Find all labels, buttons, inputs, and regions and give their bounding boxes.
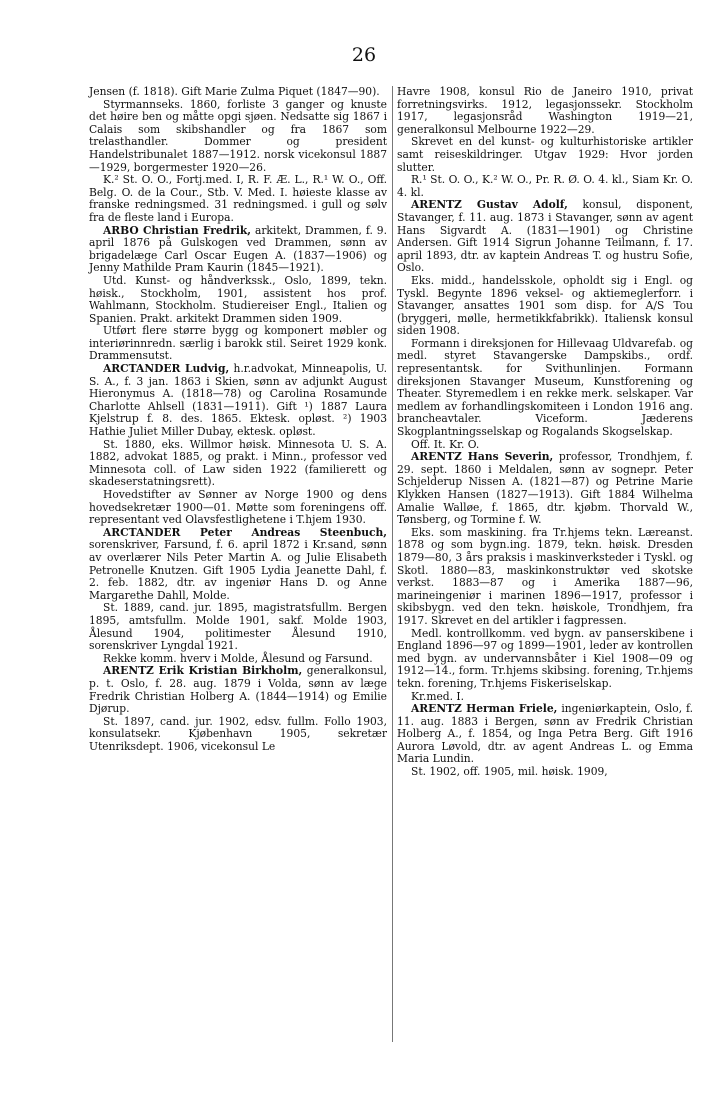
entry-paragraph <box>397 199 693 275</box>
entry-text: Eks. som maskining. fra Tr.hjems tekn. Læreanst. 1878 og som bygn.ing. 1879, tekn. høisk. Dresden 1879—80, 3 års praksis i maskinverksteder i Tyskl. og Skotl. 1880—83, maskinkonstruktør ved skotske verkst. 1883—87 og i Amerika 1887—96, marineingeniør i marinen 1896—1917, professor i skibsbygn. ved den tekn. høiskole, Trondhjem, fra 1917. Skrevet en del artikler i fagpressen. <box>397 525 693 627</box>
text-paragraph <box>89 325 387 363</box>
entry-text: arkitekt, Drammen, f. 9. april 1876 på Gulskogen ved Drammen, sønn av brigadelæge Carl Oscar Eugen A. (1837—1906) og Jenny Mathilde Pram Kaurin (1845—1921). <box>89 223 387 275</box>
right-column <box>397 86 693 779</box>
entry-paragraph <box>397 703 693 766</box>
entry-text: K.² St. O. O., Fortj.med. I, R. F. Æ. L., R.¹ W. O., Off. Belg. O. de la Cour., Stb. V. Med. I. høieste klasse av franske redningsmed. 31 redningsmed. i gull og sølv fra de fleste land i Europa. <box>89 173 387 224</box>
entry-text: St. 1880, eks. Willmor høisk. Minnesota U. S. A. 1882, advokat 1885, og prakt. i Minn., professor ved Minnesota coll. of Law siden 1922 (familierett og skadeserstatningsrett). <box>89 437 387 489</box>
entry-text: St. 1902, off. 1905, mil. høisk. 1909, <box>411 765 608 779</box>
entry-text: Skrevet en del kunst- og kulturhistoriske artikler samt reiseskildringer. Utgav 1929: Hvor jorden slutter. <box>397 135 693 174</box>
entry-text: sorenskriver, Farsund, f. 6. april 1872 i Kr.sand, sønn av overlærer Nils Peter Martin A. og Julie Elisabeth Petronelle Knutzen. Gift 1905 Lydia Jeanette Dahl, f. 2. feb. 1882, dtr. av ingeniør Hans D. og Anne Margarethe Dahll, Molde. <box>89 538 387 602</box>
entry-text: R.¹ St. O. O., K.² W. O., Pr. R. Ø. O. 4. kl., Siam Kr. O. 4. kl. <box>397 173 693 199</box>
text-paragraph <box>397 527 693 628</box>
entry-text: ingeniørkaptein, Oslo, f. 11. aug. 1883 i Bergen, sønn av Fredrik Christian Holberg A., f. 1854, og Inga Petra Berg. Gift 1916 Aurora Løvold, dtr. av agent Andreas L. og Emma Maria Lundin. <box>397 702 694 766</box>
entry-text: Styrmannseks. 1860, forliste 3 ganger og knuste det høire ben og måtte opgi sjøen. Nedsatte sig 1867 i Calais som skibshandler og fra 1867 som trelasthandler. Dommer og president Handelstribunalet 1887—1912. norsk vicekonsul 1887—1929, borgermester 1920—26. <box>89 97 387 174</box>
entry-text: Rekke komm. hverv i Molde, Ålesund og Farsund. <box>103 651 373 665</box>
entry-text: Medl. kontrollkomm. ved bygn. av panserskibene i England 1896—97 og 1899—1901, leder av kontrollen med bygn. av undervannsbåter i Kiel 1908—09 og 1912—14., form. Tr.hjems skibsing. forening, Tr.hjems tekn. forening, Tr.hjems Fiskeriselskap. <box>397 626 693 690</box>
entry-text: h.r.advokat, Minneapolis, U. S. A., f. 3 jan. 1863 i Skien, sønn av adjunkt August Hieronymus A. (1818—78) og Carolina Rosamunde Charlotte Ahlsell (1831—1911). Gift ¹) 1887 Laura Kjelstrup f. 8. des. 1865. Ektesk. opløst. ²) 1903 Hathie Juliet Miller Dubay, ektesk. opløst. <box>89 362 387 439</box>
entry-name: ARENTZ Herman Friele, <box>411 702 558 716</box>
entry-text: konsul, disponent, Stavanger, f. 11. aug. 1873 i Stavanger, sønn av agent Hans Sigvardt A. (1831—1901) og Christine Andersen. Gift 1914 Sigrun Johanne Teilmann, f. 17. april 1893, dtr. av kaptein Andreas T. og hustru Sofie, Oslo. <box>397 198 694 275</box>
entry-paragraph <box>89 363 387 439</box>
entry-paragraph <box>89 527 387 603</box>
text-paragraph <box>397 174 693 199</box>
entry-text: Jensen (f. 1818). Gift Marie Zulma Piquet (1847—90). <box>89 85 380 98</box>
entry-text: Utført flere større bygg og komponert møbler og interiørinnredn. særlig i barokk stil. Seiret 1929 konk. Drammensutst. <box>89 324 387 363</box>
entry-text: St. 1897, cand. jur. 1902, edsv. fullm. Follo 1903, konsulatsekr. Kjøbenhavn 1905, sekretær Utenriksdept. 1906, vicekonsul Le <box>89 714 387 753</box>
entry-name: ARCTANDER Peter Andreas Steenbuch, <box>103 525 387 539</box>
entry-name: ARENTZ Hans Severin, <box>411 450 554 464</box>
text-paragraph <box>397 275 693 338</box>
text-paragraph <box>397 86 693 136</box>
entry-text: Formann i direksjonen for Hillevaag Uldvarefab. og medl. styret Stavangerske Dampskibs., ordf. representantsk. for Svithunlinjen. Formann direksjonen Stavanger Museum, Kunstforening og Theater. Styremedlem i en rekke merk. selskaper. Var medlem av forhandlingskomiteen i London 1916 ang. brancheavtaler. Viceform. Jæderens Skogplantningsselskap og Rogalands Skogselskap. <box>397 336 693 439</box>
entry-text: Utd. Kunst- og håndverkssk., Oslo, 1899, tekn. høisk., Stockholm, 1901, assistent hos prof. Wahlmann, Stockholm. Studiereiser Engl., Italien og Spanien. Prakt. arkitekt Drammen siden 1909. <box>89 273 387 325</box>
text-paragraph <box>89 275 387 325</box>
text-paragraph <box>89 489 387 527</box>
entry-text: Kr.med. I. <box>411 689 465 703</box>
text-paragraph <box>397 136 693 174</box>
entry-name: ARCTANDER Ludvig, <box>103 362 230 376</box>
entry-text: generalkonsul, p. t. Oslo, f. 28. aug. 1879 i Volda, sønn av læge Fredrik Christian Holberg A. (1844—1914) og Emilie Djørup. <box>89 664 387 716</box>
left-column <box>89 86 387 753</box>
entry-text: Havre 1908, konsul Rio de Janeiro 1910, privat forretningsvirks. 1912, legasjonssekr. Stockholm 1917, legasjonsråd Washington 1919—21, generalkonsul Melbourne 1922—29. <box>397 85 693 136</box>
text-paragraph <box>89 716 387 754</box>
entry-text: Off. It. Kr. O. <box>411 437 480 451</box>
text-paragraph <box>397 628 693 691</box>
entry-paragraph <box>89 225 387 275</box>
entry-text: Eks. midd., handelsskole, opholdt sig i Engl. og Tyskl. Begynte 1896 veksel- og aktiemeglerforr. i Stavanger, ansattes 1901 som disp. for A/S Tou (bryggeri, mølle, hermetikkfabrikk). Italiensk konsul siden 1908. <box>397 273 693 338</box>
text-paragraph <box>89 99 387 175</box>
text-paragraph <box>397 766 693 779</box>
page-number: 26 <box>351 44 377 66</box>
entry-name: ARENTZ Gustav Adolf, <box>411 198 568 212</box>
text-paragraph <box>89 174 387 224</box>
entry-text: Hovedstifter av Sønner av Norge 1900 og dens hovedsekretær 1900—01. Møtte som foreningens off. representant ved Olavsfestlighetene i T.hjem 1930. <box>89 488 387 527</box>
entry-paragraph <box>89 665 387 715</box>
entry-name: ARENTZ Erik Kristian Birkholm, <box>103 664 303 678</box>
entry-name: ARBO Christian Fredrik, <box>103 223 252 237</box>
text-paragraph <box>397 338 693 439</box>
entry-text: St. 1889, cand. jur. 1895, magistratsfullm. Bergen 1895, amtsfullm. Molde 1901, sakf. Molde 1903, Ålesund 1904, politimester Ålesund 1910, sorenskriver Lyngdal 1921. <box>89 601 387 653</box>
column-divider <box>392 86 393 1042</box>
text-paragraph <box>89 439 387 489</box>
entry-paragraph <box>397 451 693 527</box>
text-paragraph <box>89 602 387 652</box>
entry-text: professor, Trondhjem, f. 29. sept. 1860 i Meldalen, sønn av sognepr. Peter Schjelderup Nissen A. (1821—87) og Petrine Marie Klykken Hansen (1827—1913). Gift 1884 Wilhelma Amalie Walløe, f. 1865, dtr. kjøbm. Thorvald W., Tønsberg, og Tormine f. W. <box>397 450 693 527</box>
